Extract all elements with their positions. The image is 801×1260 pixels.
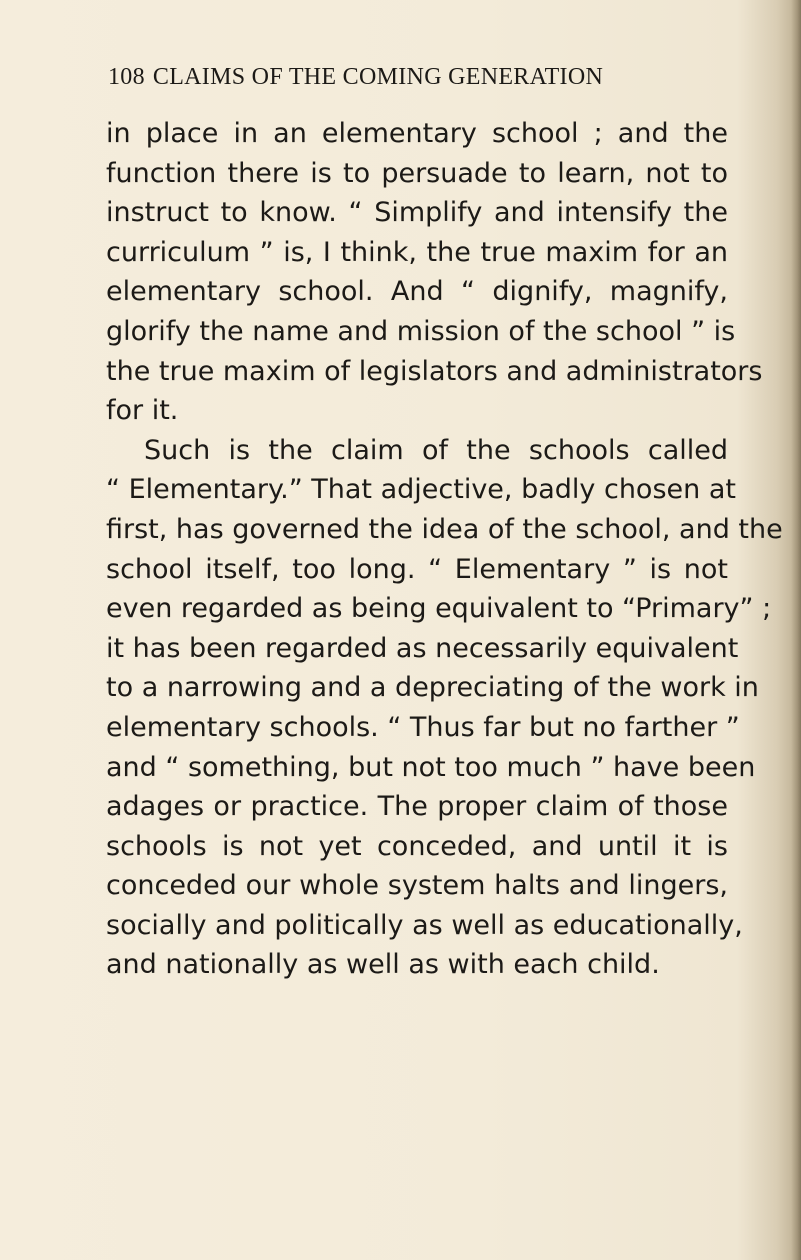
text-line: the true maxim of legislators and administrators [106, 355, 763, 387]
paragraph-end-line: for it. [106, 395, 179, 427]
text-line: socially and politically as well as educationally, [106, 909, 743, 941]
text-line: first, has governed the idea of the school, and the [106, 513, 783, 545]
body-text [106, 114, 783, 985]
text-line: function there is to persuade to learn, not to [106, 157, 728, 189]
text-line: school itself, too long. “ Elementary ” is not [106, 553, 728, 585]
text-line: in place in an elementary school ; and the [106, 118, 728, 149]
text-line: elementary school. And “ dignify, magnify, [106, 276, 728, 308]
text-line: conceded our whole system halts and lingers, [106, 870, 728, 902]
text-line: and “ something, but not too much ” have been [106, 751, 756, 783]
running-header [108, 64, 688, 91]
text-line: instruct to know. “ Simplify and intensify the [106, 197, 728, 229]
text-line: elementary schools. “ Thus far but no farther ” [106, 711, 740, 743]
text-line: schools is not yet conceded, and until it is [106, 830, 728, 862]
text-line: curriculum ” is, I think, the true maxim for an [106, 236, 728, 268]
paragraph-end-line: and nationally as well as with each child. [106, 949, 660, 981]
page-edge-shadow [791, 0, 801, 1260]
text-line: it has been regarded as necessarily equivalent [106, 632, 739, 664]
running-title: CLAIMS OF THE COMING GENERATION [152, 64, 604, 90]
text-line: “ Elementary.” That adjective, badly chosen at [106, 474, 736, 506]
paragraph-start-line: Such is the claim of the schools called [144, 434, 728, 466]
text-line: adages or practice. The proper claim of those [106, 791, 728, 823]
text-line: glorify the name and mission of the school ” is [106, 315, 736, 347]
text-line: to a narrowing and a depreciating of the work in [106, 672, 759, 704]
text-line: even regarded as being equivalent to “Primary” ; [106, 593, 772, 625]
page-number: 108 [108, 64, 145, 90]
